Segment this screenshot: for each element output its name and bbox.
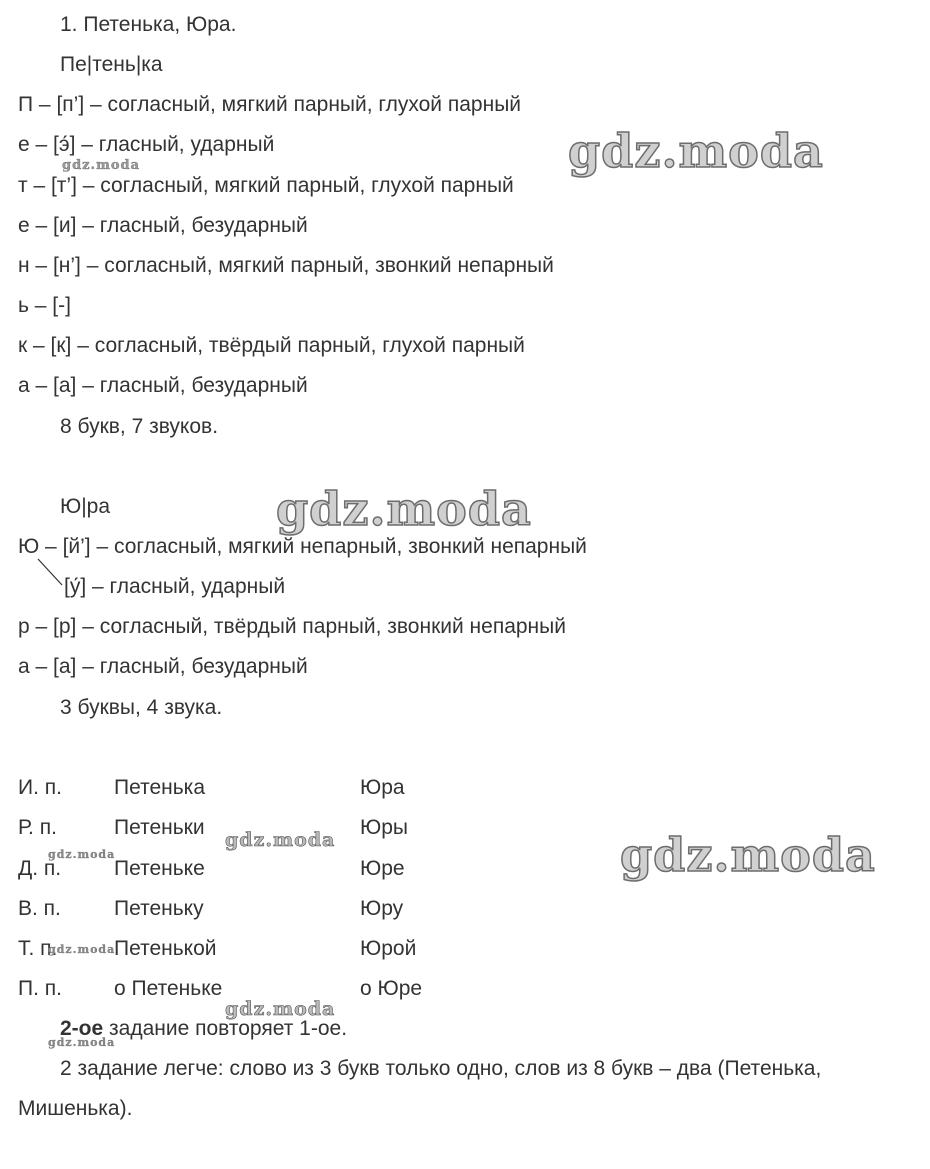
word1-line-4: е – [и] – гласный, безударный [18, 214, 308, 237]
case-label: Д. п. [18, 857, 62, 880]
word2-summary: 3 буквы, 4 звука. [60, 696, 223, 719]
task2-label: 2-ое [60, 1017, 104, 1040]
word2-line-4: а – [а] – гласный, безударный [18, 655, 308, 678]
case-label: В. п. [18, 897, 61, 920]
watermark-logo: gdz.moda [620, 828, 876, 882]
word2-line-3: р – [р] – согласный, твёрдый парный, звонкий непарный [18, 615, 566, 638]
word1-summary: 8 букв, 7 звуков. [60, 415, 219, 438]
branch-connector [36, 557, 66, 589]
word1-line-7: к – [к] – согласный, твёрдый парный, глухой парный [18, 334, 525, 357]
word2-line-1: Ю – [й’] – согласный, мягкий непарный, звонкий непарный [18, 535, 587, 558]
task2-text: задание повторяет 1-ое. [109, 1017, 348, 1040]
form-yura: Юра [360, 776, 405, 799]
watermark-logo: gdz.moda [225, 998, 336, 1020]
case-label: И. п. [18, 776, 62, 799]
form-petenka: Петеньке [114, 857, 205, 880]
form-petenka: Петенькой [114, 937, 217, 960]
case-label: Т. п. [18, 937, 58, 960]
word1-line-6: ь – [-] [18, 294, 71, 317]
task2-paragraph-line2: Мишенька). [18, 1097, 133, 1120]
watermark-logo: gdz.moda [48, 943, 116, 956]
case-label: П. п. [18, 977, 62, 1000]
watermark-logo: gdz.moda [276, 482, 532, 536]
word1-line-8: а – [а] – гласный, безударный [18, 374, 308, 397]
form-petenka: Петенька [114, 776, 206, 799]
word1-line-1: П – [п’] – согласный, мягкий парный, глухой парный [18, 93, 522, 116]
form-yura: Юру [360, 897, 404, 920]
word2-line-2: [у́] – гласный, ударный [64, 575, 286, 598]
form-yura: о Юре [360, 977, 423, 1000]
word2-syllables: Ю|ра [60, 495, 111, 518]
watermark-logo: gdz.moda [48, 848, 116, 861]
form-yura: Юрой [360, 937, 417, 960]
watermark-logo: gdz.moda [48, 1036, 116, 1049]
word1-line-5: н – [н’] – согласный, мягкий парный, звонкий непарный [18, 254, 554, 277]
form-petenka: Петеньки [114, 816, 205, 839]
watermark-logo: gdz.moda [568, 124, 824, 178]
watermark-logo: gdz.moda [62, 158, 141, 173]
form-yura: Юры [360, 816, 408, 839]
form-petenka: Петеньку [114, 897, 204, 920]
exercise-heading: 1. Петенька, Юра. [60, 13, 237, 36]
case-label: Р. п. [18, 816, 57, 839]
form-yura: Юре [360, 857, 405, 880]
word1-line-2: е – [э́] – гласный, ударный [18, 133, 275, 156]
task2-paragraph-line1: 2 задание легче: слово из 3 букв только одно, слов из 8 букв – два (Петенька, [60, 1057, 822, 1080]
form-petenka: о Петеньке [114, 977, 223, 1000]
watermark-logo: gdz.moda [225, 829, 336, 851]
word1-line-3: т – [т’] – согласный, мягкий парный, глухой парный [18, 174, 514, 197]
word1-syllables: Пе|тень|ка [60, 53, 163, 76]
